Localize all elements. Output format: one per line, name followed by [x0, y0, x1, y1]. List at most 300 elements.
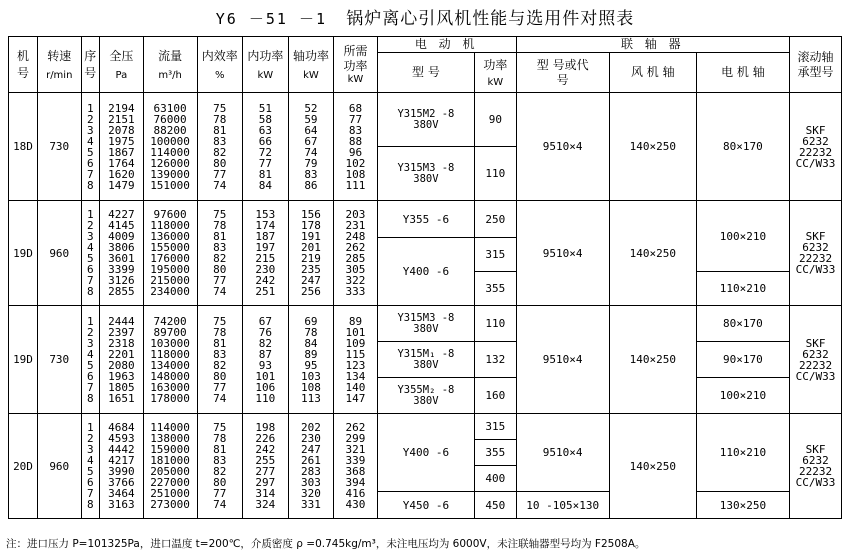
list-item: 82	[213, 145, 227, 159]
list-item: 394	[345, 476, 366, 489]
list-item: 430	[345, 498, 366, 511]
machine-cell: 19D	[9, 201, 38, 306]
header-flow: 流量 m³/h	[143, 37, 197, 93]
table-title-text: 锅炉离心引风机性能与选用件对照表	[346, 9, 635, 29]
list-item: 134	[345, 369, 366, 383]
bearing-cell	[790, 414, 842, 519]
list-item: 93	[258, 358, 272, 372]
pressure-cell	[100, 306, 144, 414]
table-code: Y6 －51 －1	[215, 10, 327, 28]
list-item: 247	[301, 274, 321, 287]
list-item: 84	[304, 336, 318, 350]
list-item: 83	[348, 123, 363, 137]
motor-power-cell: 400	[475, 466, 516, 492]
list-item: 4227	[108, 208, 135, 221]
list-item: 2	[87, 219, 94, 232]
motor-shaft-cell: 110×210	[696, 414, 789, 492]
header-coupling-model: 型 号或代号	[516, 53, 609, 93]
pressure-cell	[100, 414, 144, 519]
eff-inner-cell	[197, 201, 243, 306]
list-item: 4	[87, 241, 94, 254]
list-item: 64	[304, 123, 318, 137]
shaft-power-cell	[288, 93, 334, 201]
seq-cell	[81, 306, 100, 414]
list-item: 1	[87, 421, 94, 434]
list-item: 67	[304, 134, 318, 148]
list-item: 77	[213, 487, 227, 500]
fan-shaft-cell: 140×250	[609, 414, 696, 519]
coupling-model-cell: 9510×4	[516, 306, 609, 414]
list-item: 74	[213, 285, 227, 298]
list-item: 2855	[108, 285, 135, 298]
list-item: 81	[258, 167, 272, 181]
motor-power-cell: 450	[475, 492, 516, 519]
list-item: 138000	[150, 432, 190, 445]
shaft-power-cell	[288, 306, 334, 414]
list-item: 77	[213, 167, 227, 181]
motor-model-cell: Y315M3 -8 380V	[377, 306, 474, 342]
list-item: 4442	[108, 443, 135, 456]
list-item: 178	[301, 219, 321, 232]
coupling-model-cell: 10 -105×130	[516, 492, 609, 519]
list-item: 102	[345, 156, 366, 170]
list-item: 22232	[798, 358, 833, 372]
list-item: 6	[87, 369, 94, 383]
list-item: 6232	[802, 241, 829, 254]
list-item: 6	[87, 263, 94, 276]
list-item: 89700	[153, 325, 187, 339]
list-item: 3	[87, 230, 94, 243]
motor-power-cell: 110	[475, 306, 516, 342]
list-item: 77	[213, 380, 227, 394]
list-item: 59	[304, 112, 318, 126]
list-item: 7	[87, 380, 94, 394]
list-item: 215	[255, 252, 276, 265]
motor-model-cell: Y400 -6	[377, 414, 474, 492]
footnote: 注：进口压力 P=101325Pa，进口温度 t=200℃，介质密度 ρ =0.745kg/m³，未注电压均为 6000V，未注联轴器型号均为 F2508A。	[6, 538, 646, 550]
list-item: 4217	[108, 454, 135, 467]
list-item: 7	[87, 167, 94, 181]
motor-power-cell: 315	[475, 414, 516, 440]
list-item: 88200	[153, 123, 187, 137]
list-item: 262	[345, 421, 366, 434]
list-item: 83	[213, 347, 227, 361]
coupling-model-cell: 9510×4	[516, 414, 609, 492]
table-row	[9, 93, 842, 147]
machine-cell: 20D	[9, 414, 38, 519]
list-item: 126000	[150, 156, 190, 170]
list-item: 322	[345, 274, 366, 287]
list-item: 3126	[108, 274, 135, 287]
list-item: 78	[213, 112, 227, 126]
list-item: 78	[213, 432, 227, 445]
list-item: 153	[255, 208, 276, 221]
header-seq: 序号	[81, 37, 100, 93]
list-item: 148000	[150, 369, 190, 383]
motor-model-cell: Y355M₂ -8 380V	[377, 378, 474, 414]
motor-power-cell: 132	[475, 342, 516, 378]
speed-cell: 730	[38, 306, 82, 414]
list-item: 3	[87, 123, 94, 137]
list-item: 198	[255, 421, 276, 434]
list-item: 2080	[108, 358, 135, 372]
list-item: 83	[213, 134, 227, 148]
list-item: 82	[213, 252, 227, 265]
fan-shaft-cell: 140×250	[609, 201, 696, 306]
motor-power-cell: 160	[475, 378, 516, 414]
list-item: 230	[255, 263, 276, 276]
list-item: 2	[87, 325, 94, 339]
list-item: 191	[301, 230, 321, 243]
list-item: 75	[213, 314, 227, 328]
list-item: 82	[213, 358, 227, 372]
list-item: 155000	[150, 241, 190, 254]
list-item: 6	[87, 156, 94, 170]
list-item: 4	[87, 454, 94, 467]
motor-model-cell: Y315M₁ -8 380V	[377, 342, 474, 378]
speed-cell: 730	[38, 93, 82, 201]
list-item: 74	[304, 145, 318, 159]
machine-cell: 19D	[9, 306, 38, 414]
list-item: 108	[345, 167, 366, 181]
list-item: 58	[258, 112, 272, 126]
list-item: 215000	[150, 274, 190, 287]
header-fan-shaft: 风 机 轴	[609, 53, 696, 93]
list-item: 3	[87, 443, 94, 456]
list-item: 6232	[802, 134, 829, 148]
list-item: 277	[255, 465, 276, 478]
list-item: 80	[213, 476, 227, 489]
list-item: 97600	[153, 208, 187, 221]
list-item: 314	[255, 487, 276, 500]
list-item: 106	[255, 380, 276, 394]
header-machine: 机号	[9, 37, 38, 93]
list-item: 262	[345, 241, 366, 254]
list-item: 6	[87, 476, 94, 489]
list-item: 83	[213, 241, 227, 254]
flow-cell	[143, 93, 197, 201]
list-item: 1	[87, 208, 94, 221]
list-item: 123	[345, 358, 366, 372]
list-item: 100000	[150, 134, 190, 148]
list-item: 52	[304, 101, 318, 115]
list-item: 4	[87, 134, 94, 148]
list-item: 242	[255, 443, 276, 456]
flow-cell	[143, 201, 197, 306]
list-item: 201	[301, 241, 321, 254]
list-item: 89	[348, 314, 363, 328]
list-item: 101	[255, 369, 276, 383]
seq-cell	[81, 414, 100, 519]
fan-shaft-cell: 140×250	[609, 306, 696, 414]
motor-power-cell: 250	[475, 201, 516, 238]
list-item: 197	[255, 241, 276, 254]
list-item: 82	[258, 336, 272, 350]
speed-cell: 960	[38, 414, 82, 519]
list-item: 156	[301, 208, 321, 221]
list-item: 111	[345, 178, 366, 192]
shaft-power-cell	[288, 414, 334, 519]
shaft-power-cell	[288, 201, 334, 306]
list-item: 51	[258, 101, 272, 115]
list-item: 3	[87, 336, 94, 350]
list-item: 1963	[108, 369, 135, 383]
list-item: SKF	[805, 230, 826, 243]
table-row	[9, 414, 842, 440]
list-item: 227000	[150, 476, 190, 489]
bearing-cell	[790, 93, 842, 201]
list-item: 4145	[108, 219, 135, 232]
list-item: 226	[255, 432, 276, 445]
speed-cell: 960	[38, 201, 82, 306]
list-item: 114000	[150, 421, 190, 434]
list-item: 1651	[108, 391, 135, 405]
list-item: 320	[301, 487, 321, 500]
list-item: 72	[258, 145, 272, 159]
list-item: 333	[345, 285, 366, 298]
list-item: 235	[301, 263, 321, 276]
list-item: 195000	[150, 263, 190, 276]
list-item: 81	[213, 336, 227, 350]
list-item: 84	[258, 178, 272, 192]
list-item: 299	[345, 432, 366, 445]
inner-power-cell	[243, 306, 289, 414]
list-item: 4009	[108, 230, 135, 243]
list-item: 285	[345, 252, 366, 265]
list-item: 103	[301, 369, 321, 383]
list-item: 67	[258, 314, 272, 328]
list-item: 324	[255, 498, 276, 511]
list-item: 66	[258, 134, 272, 148]
motor-power-cell: 355	[475, 440, 516, 466]
list-item: 109	[345, 336, 366, 350]
motor-model-cell: Y450 -6	[377, 492, 474, 519]
motor-power-cell: 110	[475, 147, 516, 201]
list-item: 74	[213, 391, 227, 405]
motor-shaft-cell: 100×210	[696, 201, 789, 272]
list-item: 255	[255, 454, 276, 467]
list-item: 74	[213, 178, 227, 192]
list-item: 2	[87, 432, 94, 445]
page-title	[0, 4, 850, 29]
list-item: 5	[87, 465, 94, 478]
list-item: 2318	[108, 336, 135, 350]
flow-cell	[143, 306, 197, 414]
list-item: 219	[301, 252, 321, 265]
list-item: 331	[301, 498, 321, 511]
list-item: 176000	[150, 252, 190, 265]
header-eff-inner: 内效率 %	[197, 37, 243, 93]
list-item: 251	[255, 285, 276, 298]
list-item: 256	[301, 285, 321, 298]
list-item: SKF	[805, 123, 826, 137]
list-item: 114000	[150, 145, 190, 159]
req-power-cell	[334, 201, 378, 306]
list-item: 181000	[150, 454, 190, 467]
list-item: 118000	[150, 347, 190, 361]
list-item: 22232	[798, 252, 833, 265]
header-coupling-group: 联 轴 器	[516, 37, 789, 53]
list-item: 86	[304, 178, 318, 192]
list-item: 1620	[108, 167, 135, 181]
req-power-cell	[334, 306, 378, 414]
list-item: 2194	[108, 101, 135, 115]
list-item: 81	[213, 123, 227, 137]
list-item: 321	[345, 443, 366, 456]
list-item: 83	[213, 454, 227, 467]
list-item: 69	[304, 314, 318, 328]
list-item: 5	[87, 252, 94, 265]
list-item: 115	[345, 347, 366, 361]
list-item: 6232	[802, 347, 829, 361]
list-item: 1805	[108, 380, 135, 394]
inner-power-cell	[243, 201, 289, 306]
list-item: 8	[87, 178, 94, 192]
motor-power-cell: 355	[475, 272, 516, 306]
motor-model-cell: Y355 -6	[377, 201, 474, 238]
list-item: 261	[301, 454, 321, 467]
list-item: 113	[301, 391, 321, 405]
list-item: 3399	[108, 263, 135, 276]
list-item: 83	[304, 167, 318, 181]
list-item: 1	[87, 101, 94, 115]
list-item: 87	[258, 347, 272, 361]
list-item: 75	[213, 101, 227, 115]
list-item: 247	[301, 443, 321, 456]
list-item: 5	[87, 358, 94, 372]
list-item: 81	[213, 443, 227, 456]
motor-model-cell: Y315M3 -8 380V	[377, 147, 474, 201]
inner-power-cell	[243, 93, 289, 201]
flow-cell	[143, 414, 197, 519]
list-item: 77	[348, 112, 363, 126]
list-item: 5	[87, 145, 94, 159]
motor-shaft-cell: 80×170	[696, 306, 789, 342]
header-req-power: 所需功率 kW	[334, 37, 378, 93]
list-item: 2444	[108, 314, 135, 328]
list-item: 63	[258, 123, 272, 137]
motor-shaft-cell: 130×250	[696, 492, 789, 519]
list-item: 3601	[108, 252, 135, 265]
pressure-cell	[100, 201, 144, 306]
list-item: 203	[345, 208, 366, 221]
list-item: 75	[213, 208, 227, 221]
list-item: 3806	[108, 241, 135, 254]
list-item: 7	[87, 274, 94, 287]
list-item: 74	[213, 498, 227, 511]
list-item: 1479	[108, 178, 135, 192]
list-item: 79	[304, 156, 318, 170]
list-item: 136000	[150, 230, 190, 243]
list-item: 2	[87, 112, 94, 126]
list-item: 76000	[153, 112, 187, 126]
list-item: 178000	[150, 391, 190, 405]
list-item: 3766	[108, 476, 135, 489]
list-item: 305	[345, 263, 366, 276]
list-item: 1867	[108, 145, 135, 159]
eff-inner-cell	[197, 93, 243, 201]
list-item: 8	[87, 498, 94, 511]
list-item: 80	[213, 263, 227, 276]
list-item: 7	[87, 487, 94, 500]
list-item: 68	[348, 101, 363, 115]
header-speed: 转速 r/min	[38, 37, 82, 93]
coupling-model-cell: 9510×4	[516, 93, 609, 201]
list-item: 234000	[150, 285, 190, 298]
table-row	[9, 306, 842, 342]
list-item: CC/W33	[795, 369, 836, 383]
list-item: 3163	[108, 498, 135, 511]
list-item: 8	[87, 391, 94, 405]
list-item: 242	[255, 274, 276, 287]
fan-shaft-cell: 140×250	[609, 93, 696, 201]
list-item: 205000	[150, 465, 190, 478]
list-item: 251000	[150, 487, 190, 500]
list-item: 4	[87, 347, 94, 361]
list-item: 108	[301, 380, 321, 394]
motor-shaft-cell: 110×210	[696, 272, 789, 306]
list-item: 3464	[108, 487, 135, 500]
list-item: 1764	[108, 156, 135, 170]
header-motor-model: 型 号	[377, 53, 474, 93]
list-item: 416	[345, 487, 366, 500]
req-power-cell	[334, 93, 378, 201]
list-item: 78	[304, 325, 318, 339]
header-bearing: 滚动轴承型号	[790, 37, 842, 93]
list-item: 78	[213, 325, 227, 339]
bearing-cell	[790, 306, 842, 414]
list-item: 159000	[150, 443, 190, 456]
header-motor-shaft: 电 机 轴	[696, 53, 789, 93]
list-item: 110	[255, 391, 276, 405]
list-item: CC/W33	[795, 263, 836, 276]
list-item: 2078	[108, 123, 135, 137]
list-item: 303	[301, 476, 321, 489]
list-item: 151000	[150, 178, 190, 192]
list-item: 134000	[150, 358, 190, 372]
list-item: 368	[345, 465, 366, 478]
list-item: 81	[213, 230, 227, 243]
list-item: 6232	[802, 454, 829, 467]
motor-model-cell: Y400 -6	[377, 238, 474, 306]
list-item: SKF	[805, 336, 826, 350]
seq-cell	[81, 201, 100, 306]
list-item: 339	[345, 454, 366, 467]
list-item: 118000	[150, 219, 190, 232]
list-item: 1	[87, 314, 94, 328]
list-item: 4593	[108, 432, 135, 445]
list-item: 248	[345, 230, 366, 243]
list-item: CC/W33	[795, 476, 836, 489]
list-item: CC/W33	[795, 156, 836, 170]
list-item: 82	[213, 465, 227, 478]
header-motor-power: 功率 kW	[475, 53, 516, 93]
list-item: 22232	[798, 145, 833, 159]
req-power-cell	[334, 414, 378, 519]
bearing-cell	[790, 201, 842, 306]
list-item: 95	[304, 358, 318, 372]
list-item: 88	[348, 134, 363, 148]
list-item: 147	[345, 391, 366, 405]
list-item: 77	[258, 156, 272, 170]
list-item: 230	[301, 432, 321, 445]
header-pressure: 全压 Pa	[100, 37, 144, 93]
machine-cell: 18D	[9, 93, 38, 201]
list-item: 89	[304, 347, 318, 361]
seq-cell	[81, 93, 100, 201]
list-item: 4684	[108, 421, 135, 434]
list-item: 22232	[798, 465, 833, 478]
